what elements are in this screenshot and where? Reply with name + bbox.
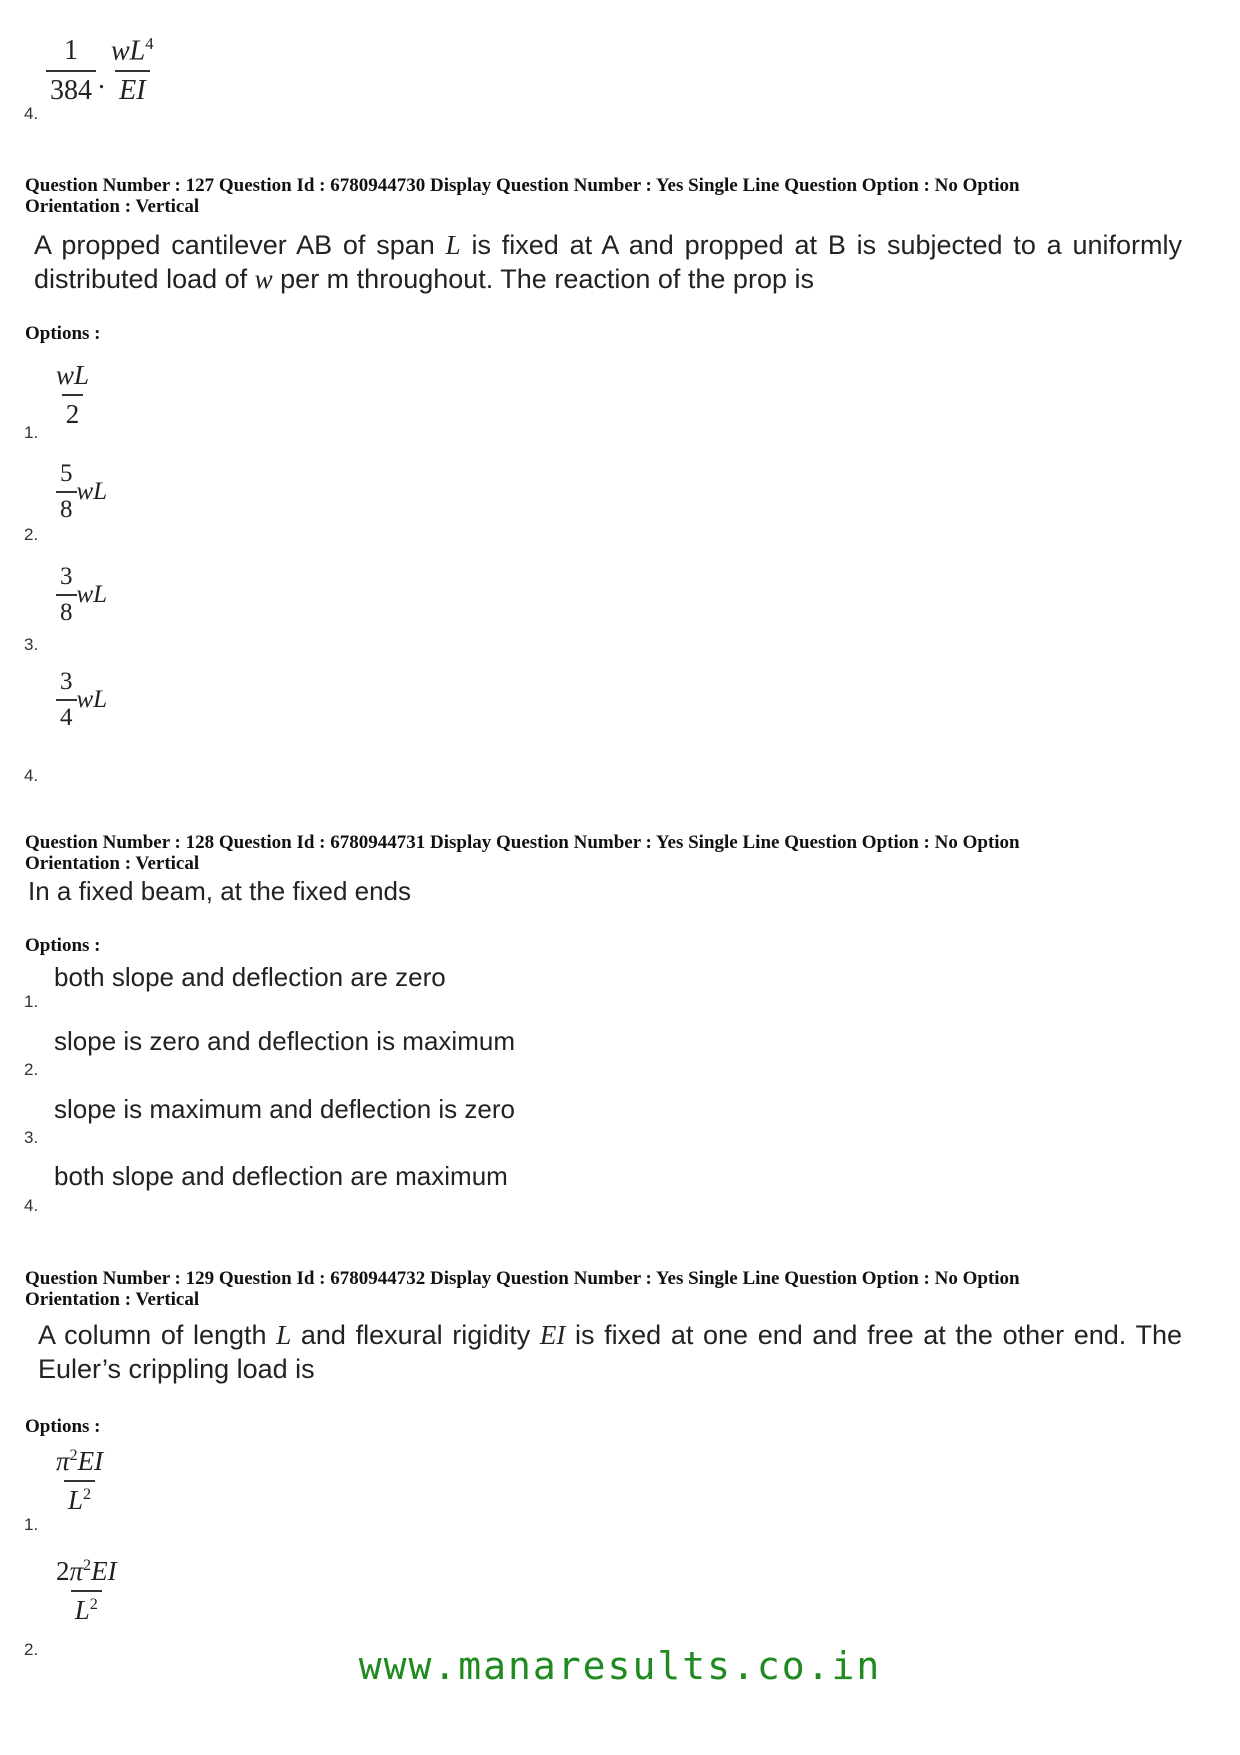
q129-option-2-formula: $\frac{2\pi^2EI}{L^2}$ (56, 1556, 117, 1625)
q128-option-3-text: slope is maximum and deflection is zero (54, 1094, 515, 1124)
q129-option-1-formula: $\frac{\pi^2EI}{L^2}$ (56, 1446, 104, 1515)
q127-option-2-number: 2. (24, 525, 39, 544)
q128-option-3-number: 3. (24, 1128, 39, 1147)
q127-option-1-formula: $\frac{wL}{2}$ (56, 360, 90, 429)
q127-options-label: Options : (25, 323, 101, 344)
q127-option-3-number: 3. (24, 635, 39, 654)
q128-option-1-text: both slope and deflection are zero (54, 962, 446, 992)
q129-question-text: A column of length L and flexural rigidity EI is fixed at one end and free at the other end. The Euler’s crippling load is (38, 1320, 1182, 1384)
q128-option-4-text: both slope and deflection are maximum (54, 1161, 508, 1191)
q128-options-label: Options : (25, 935, 101, 956)
q128-question-text: In a fixed beam, at the fixed ends (28, 876, 412, 906)
prev-option-4-formula (46, 34, 158, 107)
q128-option-4-number: 4. (24, 1196, 39, 1215)
q129-options-label: Options : (25, 1416, 101, 1437)
fraction-wl4-ei: $\frac{wL^4}{EI}$ (111, 34, 154, 107)
q128-option-2-text: slope is zero and deflection is maximum (54, 1026, 515, 1056)
q129-option-1-number: 1. (24, 1515, 39, 1534)
fraction-1-384: $\frac{1}{384}$ (46, 35, 96, 107)
q128-meta: Question Number : 128 Question Id : 6780944731 Display Question Number : Yes Single Line Question Option : No Option Orientation : Vertical (25, 832, 1020, 874)
q129-option-2-number: 2. (24, 1640, 39, 1659)
q127-option-2-formula: $\frac{5}{8}$ wL (56, 460, 107, 524)
q127-option-3-formula: $\frac{3}{8}$ wL (56, 563, 107, 627)
q127-option-1-number: 1. (24, 423, 39, 442)
q128-option-1-number: 1. (24, 992, 39, 1011)
q127-meta: Question Number : 127 Question Id : 6780944730 Display Question Number : Yes Single Line Question Option : No Option Orientation : Vertical (25, 175, 1020, 217)
q127-option-4-formula: $\frac{3}{4}$ wL (56, 668, 107, 732)
website-watermark: www.manaresults.co.in (358, 1644, 882, 1688)
q127-option-4-number: 4. (24, 766, 39, 785)
q127-question-text: A propped cantilever AB of span L is fixed at A and propped at B is subjected to a uniformly distributed load of w per m throughout. The reaction of the prop is (34, 230, 1183, 294)
q129-meta: Question Number : 129 Question Id : 6780944732 Display Question Number : Yes Single Line Question Option : No Option Orientation : Vertical (25, 1268, 1020, 1310)
q128-option-2-number: 2. (24, 1060, 39, 1079)
prev-option-4-number: 4. (24, 104, 39, 123)
dot-operator: . (98, 63, 105, 95)
